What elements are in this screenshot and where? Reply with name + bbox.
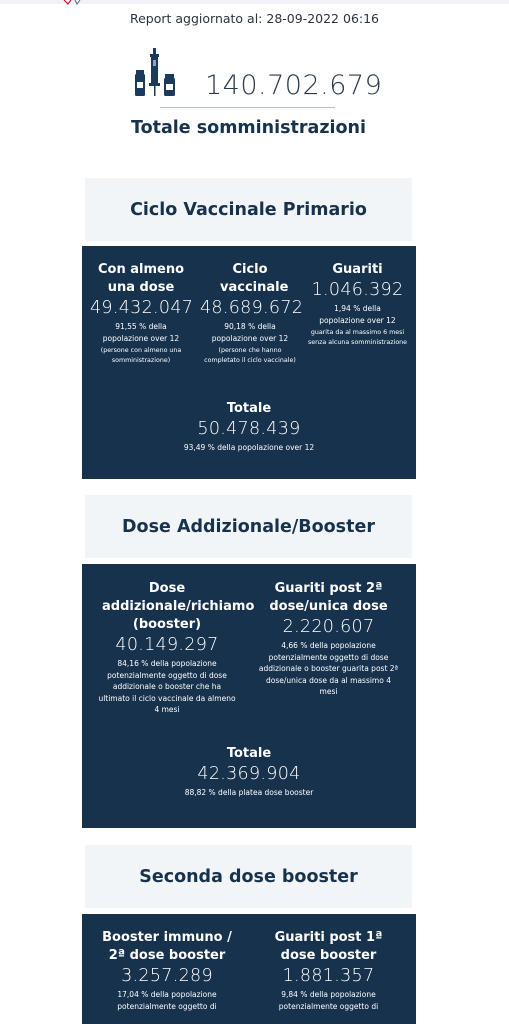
total-administrations-label: Totale somministrazioni bbox=[130, 118, 367, 138]
section-header-primary bbox=[85, 178, 412, 241]
stat-card-second-booster bbox=[92, 929, 242, 1012]
stat-note: guarita da al massimo 6 mesi senza alcuna somministrazione bbox=[307, 329, 408, 346]
section-header-booster bbox=[85, 495, 412, 558]
stat-percentage: 93,49 % della popolazione over 12 bbox=[183, 443, 315, 452]
section-title: Seconda dose booster bbox=[139, 866, 358, 887]
stat-title: Guariti post 1ª dose booster bbox=[274, 930, 383, 963]
stat-note: (persone che hanno completato il ciclo vaccinale) bbox=[204, 347, 296, 364]
stat-card-recovered-post-booster bbox=[252, 929, 405, 1012]
stat-card-full-cycle bbox=[200, 261, 304, 366]
stat-percentage: 88,82 % della platea dose booster bbox=[184, 788, 314, 797]
stat-value: 40.149.297 bbox=[115, 635, 219, 655]
stat-percentage: 84,16 % della popolazione potenzialmente oggetto di dose addizionale o booster che ha ultimato il ciclo vaccinale da almeno 4 mesi bbox=[98, 659, 236, 714]
primary-panel bbox=[82, 246, 416, 479]
stat-percentage: 91,55 % della popolazione over 12 bbox=[102, 322, 180, 343]
stat-title: Con almeno una dose bbox=[97, 262, 185, 295]
stat-title: Totale bbox=[226, 401, 272, 416]
booster-panel bbox=[82, 564, 416, 828]
report-updated-text: Report aggiornato al: 28-09-2022 06:16 bbox=[129, 11, 380, 26]
stat-card-recovered-post-dose bbox=[252, 580, 405, 698]
vaccine-vials-icon bbox=[134, 46, 178, 98]
stat-value: 1.881.357 bbox=[282, 966, 375, 986]
stat-percentage: 1,94 % della popolazione over 12 bbox=[319, 304, 396, 325]
stat-title: Guariti post 2ª dose/unica dose bbox=[269, 581, 388, 614]
divider bbox=[160, 107, 335, 108]
stat-percentage: 17,04 % della popolazione potenzialmente oggetto di bbox=[117, 990, 217, 1011]
stat-card-total bbox=[149, 745, 349, 799]
section-title: Dose Addizionale/Booster bbox=[122, 516, 375, 537]
stat-value: 48.689.672 bbox=[200, 298, 304, 318]
stat-card-booster bbox=[92, 580, 255, 716]
stat-title: Ciclo vaccinale bbox=[220, 262, 289, 295]
stat-title: Booster immuno / 2ª dose booster bbox=[102, 930, 232, 963]
stat-title: Totale bbox=[226, 746, 272, 761]
stat-title: Dose addizionale/richiamo (booster) bbox=[102, 581, 255, 632]
section-title: Ciclo Vaccinale Primario bbox=[130, 199, 367, 220]
stat-value: 3.257.289 bbox=[121, 966, 213, 986]
stat-note: (persone con almeno una somministrazione) bbox=[100, 347, 182, 364]
second-booster-panel bbox=[82, 914, 416, 1024]
stat-card-total bbox=[149, 400, 349, 454]
total-administrations-value: 140.702.679 bbox=[205, 70, 383, 101]
stat-percentage: 90,18 % della popolazione over 12 bbox=[211, 322, 289, 343]
stat-value: 2.220.607 bbox=[282, 617, 375, 637]
stat-value: 49.432.047 bbox=[90, 298, 194, 318]
stat-percentage: 9,84 % della popolazione potenzialmente oggetto di bbox=[278, 990, 379, 1011]
stat-card-recovered bbox=[306, 261, 409, 348]
stat-percentage: 4,66 % della popolazione potenzialmente oggetto di dose addizionale o booster guarita post 2ª dose/unica dose da al massimo 4 mesi bbox=[258, 641, 399, 696]
stat-title: Guariti bbox=[332, 262, 383, 277]
section-header-second-booster bbox=[85, 845, 412, 908]
stat-value: 50.478.439 bbox=[197, 419, 301, 439]
stat-card-first-dose bbox=[90, 261, 192, 366]
stat-value: 1.046.392 bbox=[311, 280, 404, 300]
stat-value: 42.369.904 bbox=[197, 764, 301, 784]
logo-fragment-icon bbox=[62, 0, 84, 5]
